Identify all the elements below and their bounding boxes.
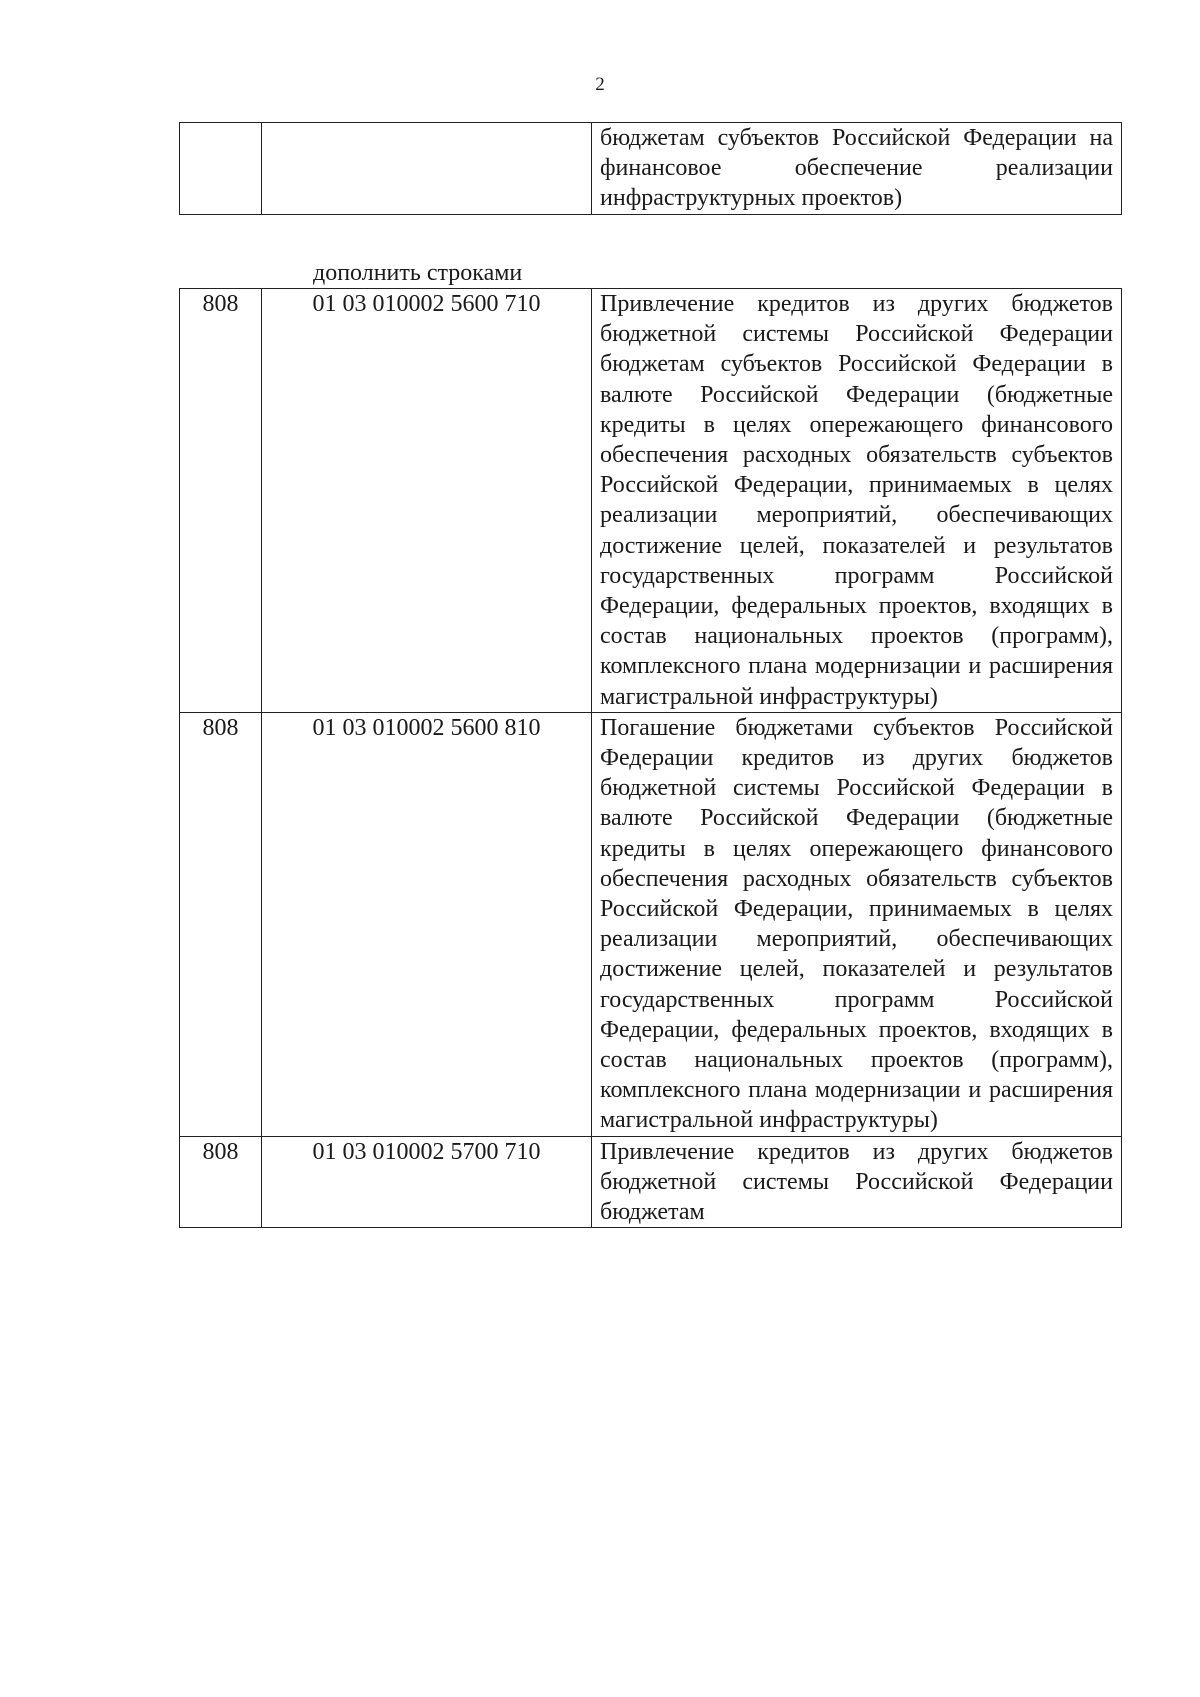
table-row [180, 712, 1122, 1136]
cell-admin-code: 808 [180, 289, 262, 713]
table-row [180, 123, 1122, 215]
cell-description: бюджетам субъектов Российской Федерации на финансовое обеспечение реализации инфраструктурных проектов) [592, 123, 1122, 215]
table-row [180, 289, 1122, 713]
cell-description: Привлечение кредитов из других бюджетов бюджетной системы Российской Федерации бюджетам [592, 1136, 1122, 1228]
cell-budget-code: 01 03 010002 5600 710 [262, 289, 592, 713]
cell-budget-code [262, 123, 592, 215]
instruction-text: дополнить строками [313, 260, 523, 286]
cell-admin-code: 808 [180, 1136, 262, 1228]
cell-budget-code: 01 03 010002 5700 710 [262, 1136, 592, 1228]
cell-admin-code: 808 [180, 712, 262, 1136]
table-continuation-fragment [179, 122, 1122, 215]
cell-budget-code: 01 03 010002 5600 810 [262, 712, 592, 1136]
table-row [180, 1136, 1122, 1228]
cell-admin-code [180, 123, 262, 215]
page-number: 2 [595, 74, 605, 95]
cell-description: Погашение бюджетами субъектов Российской Федерации кредитов из других бюджетов бюджетной системы Российской Федерации в валюте Российской Федерации (бюджетные кредиты в целях опережающего финансового обеспечения расходных обязательств субъектов Российской Федерации, принимаемых в целях реализации мероприятий, обеспечивающих достижение целей, показателей и результатов государственных программ Российской Федерации, федеральных проектов, входящих в состав национальных проектов (программ), комплексного плана модернизации и расширения магистральной инфраструктуры) [592, 712, 1122, 1136]
cell-description: Привлечение кредитов из других бюджетов бюджетной системы Российской Федерации бюджетам субъектов Российской Федерации в валюте Российской Федерации (бюджетные кредиты в целях опережающего финансового обеспечения расходных обязательств субъектов Российской Федерации, принимаемых в целях реализации мероприятий, обеспечивающих достижение целей, показателей и результатов государственных программ Российской Федерации, федеральных проектов, входящих в состав национальных проектов (программ), комплексного плана модернизации и расширения магистральной инфраструктуры) [592, 289, 1122, 713]
budget-codes-table [179, 288, 1122, 1228]
